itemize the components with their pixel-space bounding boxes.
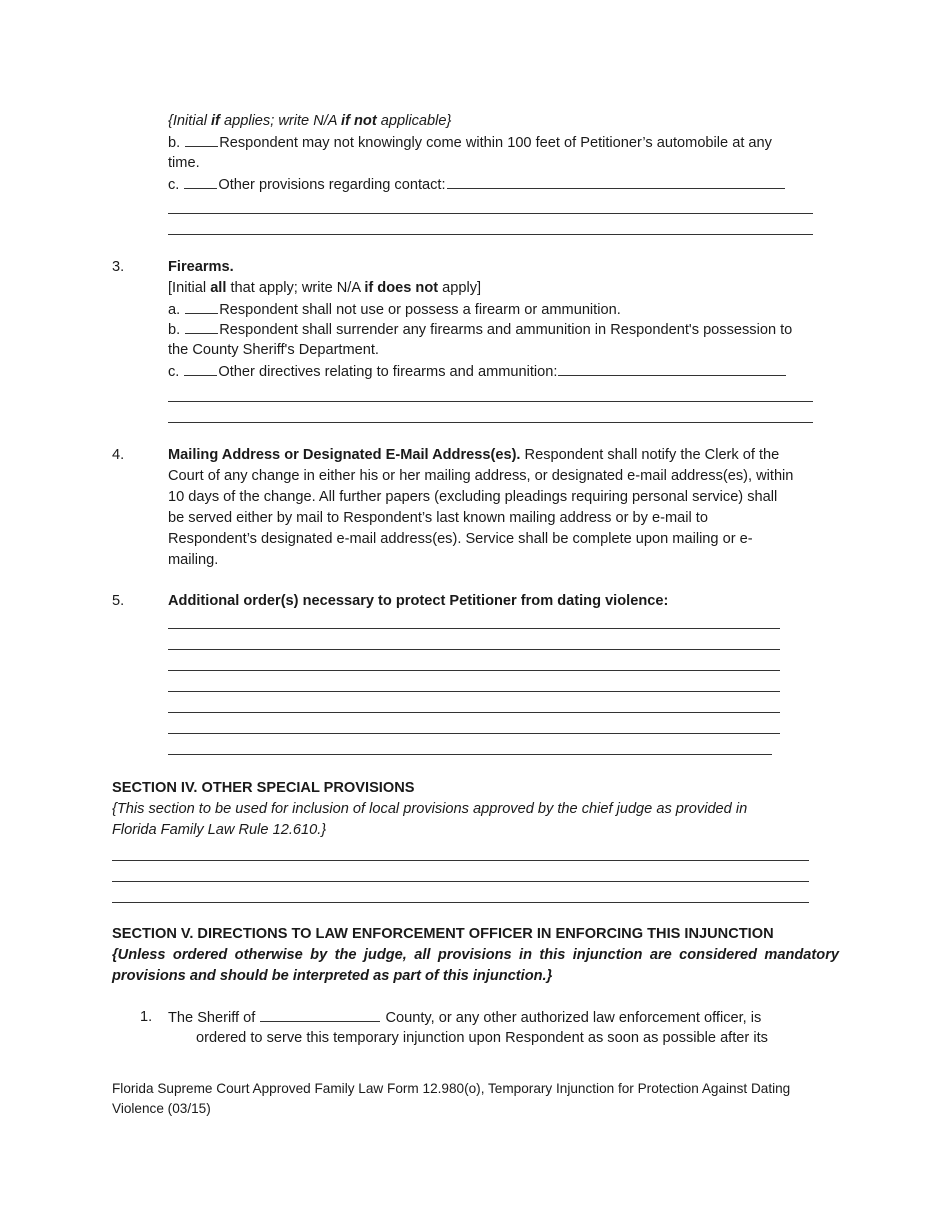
section4-note2: Florida Family Law Rule 12.610.} [112,822,327,838]
section5-note2: provisions and should be interpreted as part of this injunction.} [112,968,553,984]
item3-instruction: [Initial all that apply; write N/A if does not apply] [168,280,482,296]
fill-line[interactable] [168,691,780,692]
item3-number: 3. [112,259,125,275]
item4-line4: be served either by mail to Respondent’s last known mailing address or by e-mail to [168,510,708,526]
section5-title: SECTION V. DIRECTIONS TO LAW ENFORCEMENT OFFICER IN ENFORCING THIS INJUNCTION [112,926,774,942]
section5-note1: {Unless ordered otherwise by the judge, all provisions in this injunction are considered mandatory [112,947,839,963]
item5-number: 5. [112,593,125,609]
item2-b: b. Respondent may not knowingly come within 100 feet of Petitioner’s automobile at any [168,132,772,154]
item3-b-cont: the County Sheriff's Department. [168,342,379,358]
section5-item1: The Sheriff of County, or any other authorized law enforcement officer, is [168,1007,761,1029]
fill-line[interactable] [168,213,813,214]
fill-line[interactable] [112,881,809,882]
fill-blank[interactable] [447,174,785,189]
item2-instruction: {Initial if applies; write N/A if not applicable} [168,113,452,129]
footer-line1: Florida Supreme Court Approved Family Law Form 12.980(o), Temporary Injunction for Protection Against Dating [112,1081,791,1096]
fill-line[interactable] [112,902,809,903]
fill-line[interactable] [168,649,780,650]
section4-title: SECTION IV. OTHER SPECIAL PROVISIONS [112,780,415,796]
fill-line[interactable] [168,754,772,755]
initial-blank[interactable] [185,132,218,147]
item3-a: a. Respondent shall not use or possess a firearm or ammunition. [168,299,621,321]
fill-line[interactable] [168,422,813,423]
initial-blank[interactable] [184,361,217,376]
item3-b: b. Respondent shall surrender any firearms and ammunition in Respondent's possession to [168,319,792,341]
fill-line[interactable] [168,234,813,235]
item4-line3: 10 days of the change. All further papers (excluding pleadings requiring personal service) shall [168,489,778,505]
initial-blank[interactable] [184,174,217,189]
fill-line[interactable] [168,733,780,734]
section4-note1: {This section to be used for inclusion of local provisions approved by the chief judge as provided in [112,801,748,817]
item5-heading: Additional order(s) necessary to protect Petitioner from dating violence: [168,593,669,609]
item4-line1: Mailing Address or Designated E-Mail Address(es). Respondent shall notify the Clerk of the [168,447,780,463]
initial-blank[interactable] [185,299,218,314]
section5-item1-number: 1. [140,1009,153,1025]
fill-line[interactable] [168,712,780,713]
item3-c: c. Other directives relating to firearms and ammunition: [168,361,787,383]
item4-number: 4. [112,447,125,463]
fill-line[interactable] [168,628,780,629]
item4-line6: mailing. [168,552,219,568]
fill-blank[interactable] [558,361,786,376]
item4-line5: Respondent’s designated e-mail address(es). Service shall be complete upon mailing or e- [168,531,753,547]
fill-line[interactable] [168,401,813,402]
county-blank[interactable] [260,1007,380,1022]
fill-line[interactable] [168,670,780,671]
item2-c: c. Other provisions regarding contact: [168,174,786,196]
item2-b-cont: time. [168,155,200,171]
initial-blank[interactable] [185,319,218,334]
item3-heading: Firearms. [168,259,234,275]
fill-line[interactable] [112,860,809,861]
section5-item1-cont: ordered to serve this temporary injunction upon Respondent as soon as possible after its [196,1030,768,1046]
footer-line2: Violence (03/15) [112,1101,211,1116]
item4-line2: Court of any change in either his or her mailing address, or designated e-mail address(es), within [168,468,794,484]
